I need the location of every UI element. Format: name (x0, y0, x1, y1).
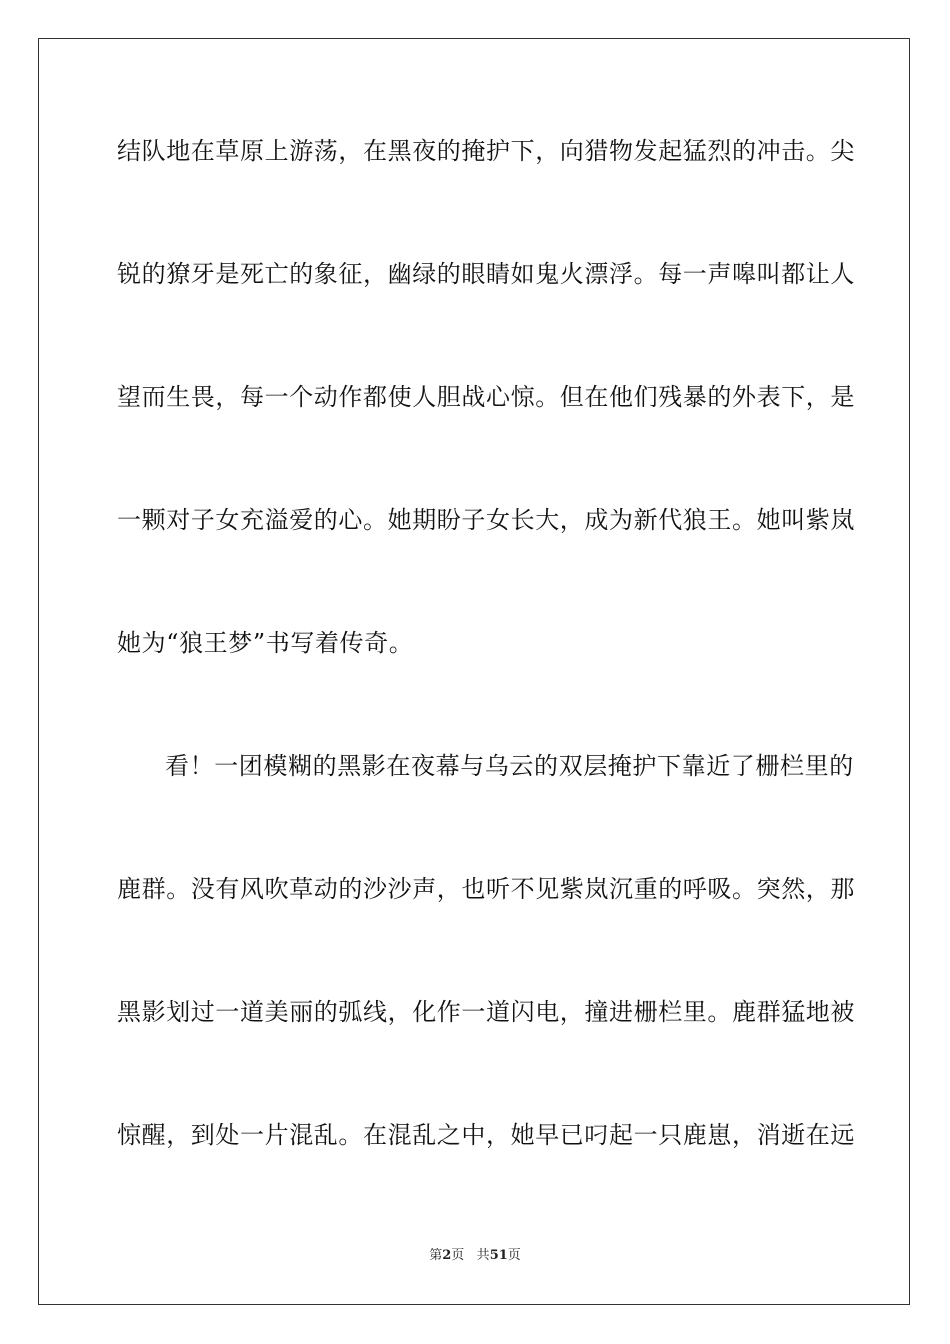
page-footer (0, 1248, 950, 1264)
page-border (38, 38, 910, 1305)
text-line-8: 黑影划过一道美丽的弧线，化作一道闪电，撞进栅栏里。鹿群猛地被 (117, 998, 855, 1026)
total-suffix: 页 (507, 1248, 521, 1263)
text-line-4: 一颗对子女充溢爱的心。她期盼子女长大，成为新代狼王。她叫紫岚 (117, 506, 855, 534)
total-pages: 51 (489, 1248, 508, 1263)
text-line-5: 她为“狼王梦”书写着传奇。 (117, 629, 414, 657)
page-suffix: 页 (451, 1248, 465, 1263)
text-line-6: 看！一团模糊的黑影在夜幕与乌云的双层掩护下靠近了栅栏里的 (165, 752, 854, 780)
total-prefix: 共 (476, 1248, 490, 1263)
text-line-2: 锐的獠牙是死亡的象征，幽绿的眼睛如鬼火漂浮。每一声嗥叫都让人 (117, 260, 855, 288)
text-line-7: 鹿群。没有风吹草动的沙沙声，也听不见紫岚沉重的呼吸。突然，那 (117, 875, 855, 903)
text-line-9: 惊醒，到处一片混乱。在混乱之中，她早已叼起一只鹿崽，消逝在远 (117, 1121, 855, 1149)
text-line-3: 望而生畏，每一个动作都使人胆战心惊。但在他们残暴的外表下，是 (117, 383, 855, 411)
page-number: 2 (442, 1248, 452, 1263)
text-line-1: 结队地在草原上游荡，在黑夜的掩护下，向猎物发起猛烈的冲击。尖 (117, 137, 855, 165)
page-prefix: 第 (429, 1248, 443, 1263)
